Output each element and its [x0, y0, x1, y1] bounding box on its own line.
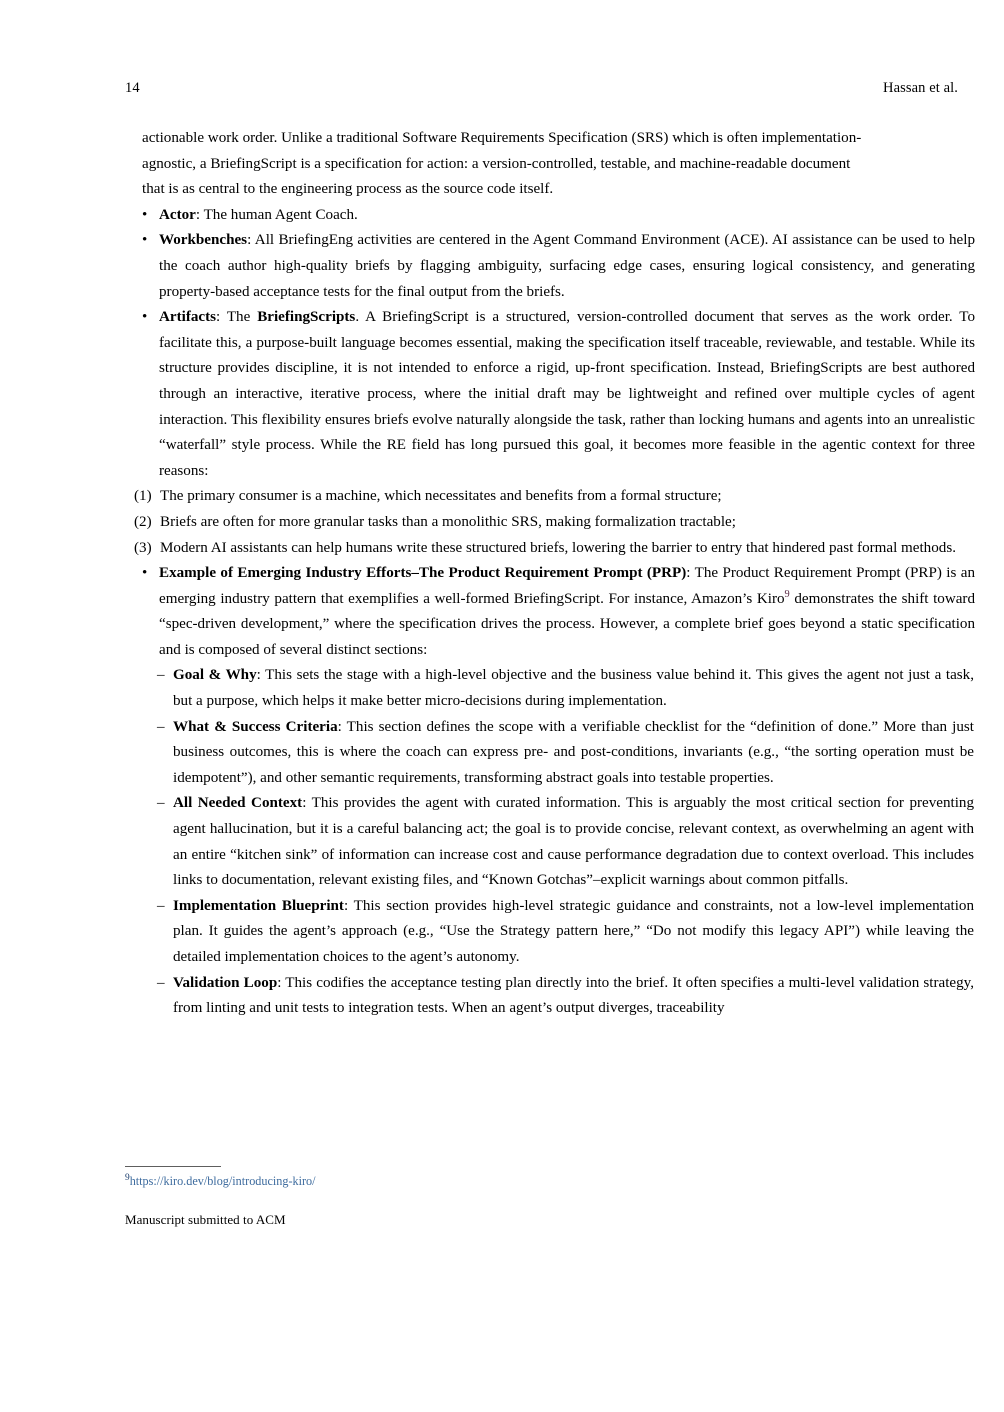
footnote-area [125, 1166, 958, 1190]
en-dash-icon: – [157, 667, 165, 684]
sub-item-goal-why [157, 663, 974, 714]
numbered-item-3 [134, 536, 984, 562]
numbered-item-text: Briefs are often for more granular tasks than a monolithic SRS, making formalization tractable; [160, 513, 736, 530]
en-dash-icon: – [157, 795, 165, 812]
sub-item-text: : This section provides high-level strategic guidance and constraints, not a low-level implementation plan. It guides the agent’s approach (e.g., “Use the Strategy pattern here,” “Do not modify this legacy API”) while leaving the detailed implementation choices to the agent’s autonomy. [173, 897, 975, 965]
numbered-item-1 [134, 484, 984, 510]
list-item-text-b: demonstrates the shift toward “spec-driven development,” where the specification drives the process. However, a complete brief goes beyond a static specification and is composed of several distinct sections: [159, 590, 976, 658]
list-item-term: Actor [159, 206, 196, 223]
list-item-text-b: . A BriefingScript is a structured, version-controlled document that serves as the work order. To facilitate this, a purpose-built language becomes essential, making the specification itself traceable, reviewable, and testable. While its structure provides discipline, it is not intended to enforce a rigid, up-front specification. Instead, BriefingScripts are best authored through an interactive, iterative process, where the initial draft may be lightweight and refined over multiple cycles of agent interaction. This flexibility ensures briefs evolve naturally alongside the task, rather than locking humans and agents into an unrealistic “waterfall” style process. While the RE field has long pursued this goal, it becomes more feasible in the agentic context for three reasons: [159, 309, 975, 479]
bullet-icon [142, 228, 155, 254]
sub-item-text: : This provides the agent with curated information. This is arguably the most critical section for preventing agent hallucination, but it is a careful balancing act; the goal is to provide concise, relevant context, as overwhelming an agent with an entire “kitchen sink” of information can increase cost and cause performance degradation due to context overload. This includes links to documentation, relevant existing files, and “Known Gotchas”–explicit warnings about common pitfalls. [173, 795, 974, 889]
sub-item-text: : This sets the stage with a high-level objective and the business value behind it. This gives the agent not just a task, but a purpose, which helps it make better micro-decisions during implementation. [173, 667, 974, 710]
item-number: (1) [134, 488, 152, 505]
running-header [125, 80, 958, 97]
list-item-term: Workbenches [159, 232, 248, 249]
sub-item-term: Goal & Why [173, 667, 257, 684]
page-number: 14 [125, 80, 140, 96]
footnote-separator-rule [125, 1166, 221, 1167]
list-item-prp-example [142, 561, 975, 663]
list-item-text-a: : The Product Requirement Prompt (PRP) is an emerging industry pattern that exemplifies a well-formed BriefingScript. For instance, Amazon’s Kiro [159, 565, 975, 607]
list-item-actor [142, 203, 975, 229]
sub-item-what-success-criteria [157, 715, 974, 792]
list-item-artifacts [142, 305, 975, 484]
bullet-icon [142, 561, 155, 587]
en-dash-icon: – [157, 974, 165, 991]
list-item-text-a: : The [216, 309, 258, 326]
continued-paragraph [142, 126, 958, 203]
sub-item-term: Validation Loop [173, 974, 278, 991]
footnote-number: 9 [125, 1172, 130, 1183]
en-dash-icon: – [157, 718, 165, 735]
list-item-term: Artifacts [159, 309, 216, 326]
footnote-url-link[interactable]: https://kiro.dev/blog/introducing-kiro/ [129, 1174, 316, 1188]
paragraph-line: actionable work order. Unlike a traditional Software Requirements Specification (SRS) which is often implementation- [142, 130, 862, 146]
numbered-item-text: Modern AI assistants can help humans write these structured briefs, lowering the barrier to entry that hindered past formal methods. [160, 539, 956, 556]
sub-item-text: : This codifies the acceptance testing plan directly into the brief. It often specifies a multi-level validation strategy, from linting and unit tests to integration tests. When an agent’s output diverges, traceability [173, 974, 974, 1017]
sub-item-text: : This section defines the scope with a verifiable checklist for the “definition of done.” More than just business outcomes, this is where the coach can express pre- and post-conditions, invariants (e.g., “the sorting operation must be idempotent”), and other semantic requirements, transforming abstract goals into testable properties. [173, 718, 974, 786]
list-item-term: Example of Emerging Industry Efforts–The Product Requirement Prompt (PRP) [159, 565, 687, 582]
en-dash-icon: – [157, 897, 165, 914]
manuscript-footer: Manuscript submitted to ACM [125, 1212, 286, 1227]
list-item-text: : The human Agent Coach. [195, 206, 358, 223]
running-authors: Hassan et al. [883, 80, 958, 96]
list-item-term-secondary: BriefingScripts [257, 309, 356, 326]
numbered-item-2 [134, 510, 984, 536]
sub-item-term: All Needed Context [173, 795, 303, 812]
list-item-text: : All BriefingEng activities are centered in the Agent Command Environment (ACE). AI assistance can be used to help the coach author high-quality briefs by flagging ambiguity, surfacing edge cases, ensuring logical consistency, and generating property-based acceptance tests for the final output from the briefs. [159, 232, 975, 300]
bullet-icon [142, 305, 155, 331]
sub-item-implementation-blueprint [157, 894, 974, 971]
footnote-entry [125, 1173, 958, 1190]
sub-item-validation-loop [157, 971, 974, 1022]
sub-item-all-needed-context [157, 791, 974, 893]
footnote-reference-marker[interactable]: 9 [784, 588, 790, 600]
paragraph-line: that is as central to the engineering process as the source code itself. [142, 181, 554, 198]
item-number: (3) [134, 539, 152, 556]
sub-item-term: What & Success Criteria [173, 718, 338, 735]
list-item-workbenches [142, 228, 975, 305]
item-number: (2) [134, 513, 152, 530]
numbered-item-text: The primary consumer is a machine, which necessitates and benefits from a formal structure; [160, 488, 722, 505]
body-column [125, 126, 976, 1022]
sub-item-term: Implementation Blueprint [173, 897, 344, 914]
bullet-icon [142, 203, 155, 229]
paragraph-line: agnostic, a BriefingScript is a specification for action: a version-controlled, testable, and machine-readable document [142, 155, 851, 172]
